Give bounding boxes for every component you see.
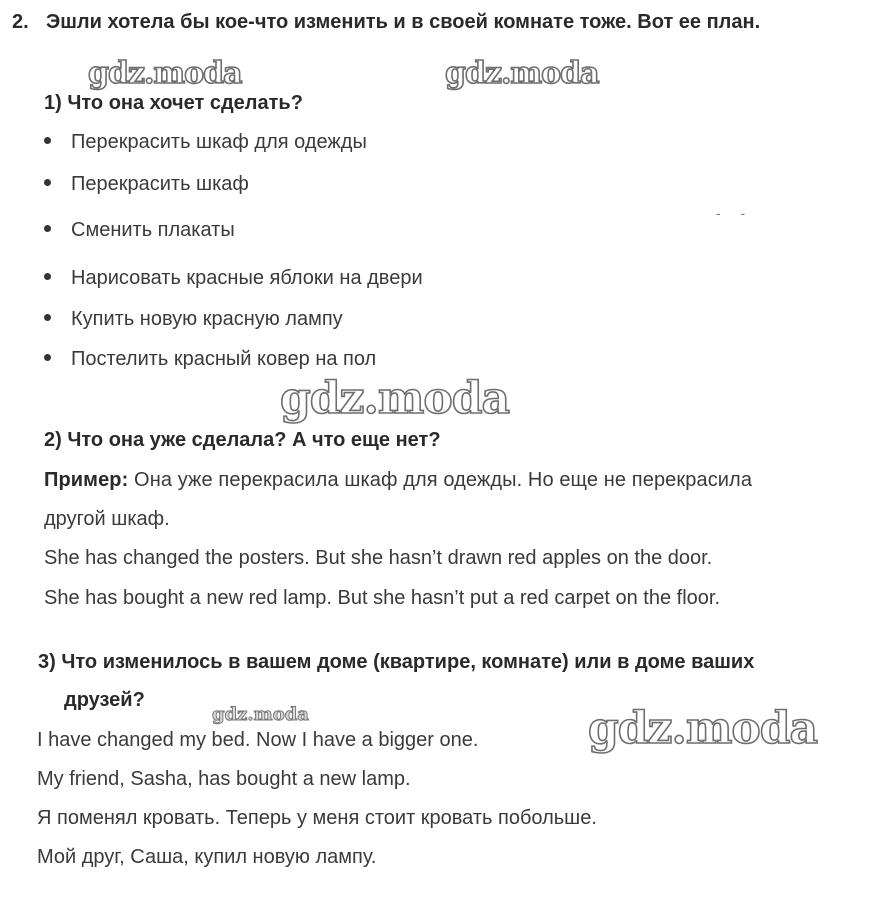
list-item [44,131,367,154]
list-item [44,308,343,331]
answer-line: She has bought a new red lamp. But she hasn’t put a red carpet on the floor. [44,587,720,609]
watermark-logo: gdz.moda [588,703,818,754]
list-item-text: Купить новую красную лампу [71,308,343,330]
list-item [44,348,376,371]
bullet-icon [44,314,51,321]
example-line-2: другой шкаф. [44,508,170,530]
bullet-icon [44,137,51,144]
bullet-icon [44,179,51,186]
watermark-logo: gdz.moda [280,373,510,424]
task-title: Эшли хотела бы кое-что изменить и в своей комнате тоже. Вот ее план. [46,11,761,33]
answer-line: My friend, Sasha, has bought a new lamp. [37,768,411,790]
section2-question: 2) Что она уже сделала? А что еще нет? [44,429,441,451]
watermark-logo: gdz.moda [212,704,309,725]
task-number: 2. [12,11,29,33]
list-item [44,219,235,242]
list-item [44,173,249,196]
answer-line: She has changed the posters. But she hasn’t drawn red apples on the door. [44,547,713,569]
answer-line: Я поменял кровать. Теперь у меня стоит кровать побольше. [37,807,597,829]
list-item [44,267,423,290]
list-item-text: Нарисовать красные яблоки на двери [71,267,423,289]
task-header [12,11,760,34]
section3-question: 3) Что изменилось в вашем доме (квартире, комнате) или в доме ваших [38,651,755,673]
section1-question: 1) Что она хочет сделать? [44,92,303,114]
list-item-text: Перекрасить шкаф [71,173,249,195]
example-label: Пример: [44,469,129,491]
scan-specks: - - [716,205,754,221]
example-text: Она уже перекрасила шкаф для одежды. Но еще не перекрасила [128,469,753,491]
bullet-icon [44,225,51,232]
list-item-text: Сменить плакаты [71,219,235,241]
watermark-logo: gdz.moda [445,56,599,91]
list-item-text: Постелить красный ковер на пол [71,348,377,370]
bullet-icon [44,273,51,280]
answer-line: I have changed my bed. Now I have a bigger one. [37,729,479,751]
list-item-text: Перекрасить шкаф для одежды [71,131,367,153]
section3-question-cont: друзей? [64,689,145,711]
example-line [44,469,752,492]
bullet-icon [44,354,51,361]
answer-line: Мой друг, Саша, купил новую лампу. [37,846,377,868]
watermark-logo: gdz.moda [88,56,242,91]
